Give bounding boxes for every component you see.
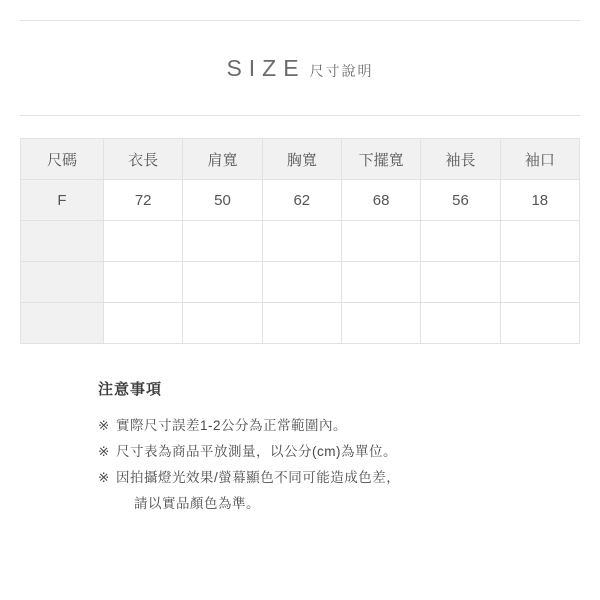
- table-cell: [341, 303, 420, 344]
- table-cell: [341, 262, 420, 303]
- table-header-cell: 袖口: [500, 139, 579, 180]
- page-title-en: SIZE: [226, 54, 306, 81]
- table-cell: [21, 303, 104, 344]
- notes-section: [20, 378, 580, 517]
- table-header-row: [21, 139, 580, 180]
- table-header-cell: 尺碼: [21, 139, 104, 180]
- note-text: 因拍攝燈光效果/螢幕顯色不同可能造成色差，: [116, 470, 401, 485]
- table-row: [21, 262, 580, 303]
- table-row: [21, 303, 580, 344]
- table-cell: [262, 262, 341, 303]
- table-cell: [421, 262, 500, 303]
- size-table: [20, 138, 580, 344]
- table-cell: F: [21, 180, 104, 221]
- table-cell: [104, 221, 183, 262]
- note-text: 尺寸表為商品平放測量，以公分(cm)為單位。: [116, 444, 397, 459]
- table-cell: 50: [183, 180, 262, 221]
- notes-title: 注意事項: [98, 381, 163, 398]
- title-band: [20, 20, 580, 116]
- table-cell: [500, 303, 579, 344]
- table-cell: [500, 221, 579, 262]
- table-cell: [341, 221, 420, 262]
- note-spacer: [98, 491, 116, 517]
- table-cell: [104, 262, 183, 303]
- table-cell: [183, 262, 262, 303]
- table-cell: [21, 221, 104, 262]
- table-cell: 72: [104, 180, 183, 221]
- note-text: 實際尺寸誤差1-2公分為正常範圍內。: [116, 418, 348, 433]
- table-cell: [421, 221, 500, 262]
- table-cell: [183, 221, 262, 262]
- table-header-cell: 胸寬: [262, 139, 341, 180]
- table-header-cell: 衣長: [104, 139, 183, 180]
- note-item-continuation: [98, 491, 580, 517]
- table-cell: 56: [421, 180, 500, 221]
- note-text: 請以實品顏色為準。: [134, 496, 260, 511]
- table-cell: [262, 303, 341, 344]
- table-header-cell: 肩寬: [183, 139, 262, 180]
- note-mark-icon: ※: [98, 470, 110, 485]
- table-cell: [421, 303, 500, 344]
- page-title: [226, 55, 373, 82]
- table-cell: 62: [262, 180, 341, 221]
- table-cell: [262, 221, 341, 262]
- table-header-cell: 下擺寬: [341, 139, 420, 180]
- note-item: [98, 439, 580, 465]
- page-title-cn: 尺寸說明: [309, 62, 374, 79]
- table-cell: [500, 262, 579, 303]
- table-header-cell: 袖長: [421, 139, 500, 180]
- note-mark-icon: ※: [98, 418, 110, 433]
- table-cell: [183, 303, 262, 344]
- table-cell: [104, 303, 183, 344]
- note-mark-icon: ※: [98, 444, 110, 459]
- table-row: [21, 180, 580, 221]
- note-item: [98, 465, 580, 491]
- table-cell: 68: [341, 180, 420, 221]
- table-row: [21, 221, 580, 262]
- table-cell: [21, 262, 104, 303]
- note-item: [98, 413, 580, 439]
- table-cell: 18: [500, 180, 579, 221]
